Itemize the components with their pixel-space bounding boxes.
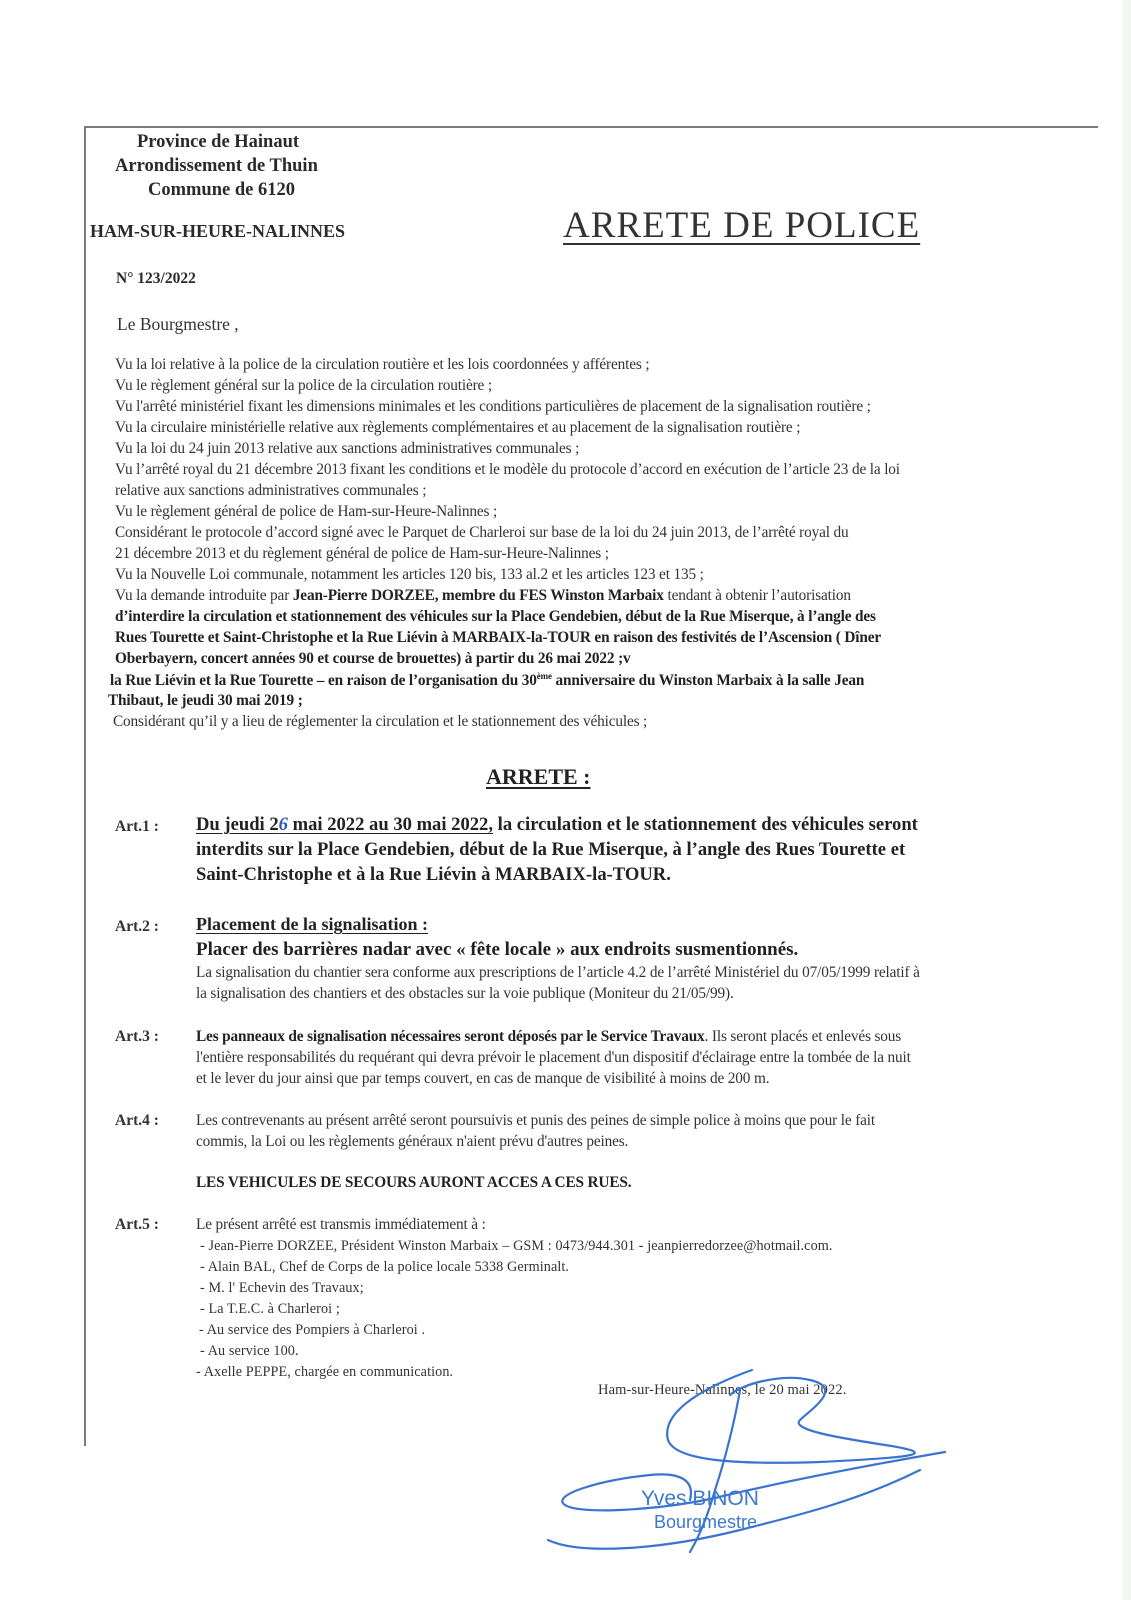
request-intro-end: tendant à obtenir l’autorisation [663, 587, 851, 604]
signature-loop-stroke [667, 1370, 915, 1463]
document-title: ARRETE DE POLICE [563, 205, 921, 246]
article-2-heading: Placement de la signalisation : [196, 914, 428, 934]
request-intro: Vu la demande introduite par [115, 587, 293, 604]
scan-edge-strip [1123, 0, 1131, 1600]
salutation: Le Bourgmestre , [117, 314, 239, 334]
article-4-line: commis, la Loi ou les règlements généraux n'aient prévu d'autres peines. [196, 1133, 629, 1150]
preamble-line: 21 décembre 2013 et du règlement général de police de Ham-sur-Heure-Nalinnes ; [115, 545, 609, 562]
article-label: Art.3 : [115, 1028, 159, 1045]
article-3-line [196, 1028, 901, 1046]
preamble-line: Vu la loi relative à la police de la circulation routière et les lois coordonnées y afférentes ; [115, 356, 650, 373]
date-start-text: Du jeudi 2 [196, 814, 279, 835]
article-label: Art.5 : [115, 1216, 159, 1233]
article-1-line [196, 814, 918, 836]
request-line [115, 587, 851, 605]
preamble-line: Vu l’arrêté royal du 21 décembre 2013 fixant les conditions et le modèle du protocole d’accord en exécution de l’article 23 de la loi [115, 461, 900, 478]
request-bold-line: Rues Tourette et Saint-Christophe et la Rue Liévin à MARBAIX-la-TOUR en raison des festivités de l’Ascension ( Dîner [115, 629, 881, 646]
preamble-line: Vu la Nouvelle Loi communale, notamment les articles 120 bis, 133 al.2 et les articles 123 et 135 ; [115, 566, 704, 583]
date-end-text: mai 2022 au 30 mai 2022, [287, 814, 494, 835]
decree-number: N° 123/2022 [116, 270, 196, 287]
decree-heading: ARRETE : [486, 764, 591, 789]
emergency-access-notice: LES VEHICULES DE SECOURS AURONT ACCES A CES RUES. [196, 1174, 632, 1191]
preamble-line: Vu la circulaire ministérielle relative aux règlements complémentaires et au placement de la signalisation routière ; [115, 419, 801, 436]
request-date-line: Thibaut, le jeudi 30 mai 2019 ; [108, 692, 303, 709]
signatory-role: Bourgmestre [654, 1512, 758, 1532]
preamble-line: Vu le règlement général sur la police de la circulation routière ; [115, 377, 492, 394]
article-2-subheading: Placer des barrières nadar avec « fête locale » aux endroits susmentionnés. [196, 939, 799, 960]
request-bold-line: Oberbayern, concert années 90 et course de brouettes) à partir du 26 mai 2022 ;v [115, 650, 631, 667]
anniversary-text-start: la Rue Liévin et la Rue Tourette – en raison de l’organisation du 30 [110, 672, 537, 690]
article-label: Art.4 : [115, 1112, 159, 1129]
article-2-line: La signalisation du chantier sera conforme aux prescriptions de l’article 4.2 de l’arrêté Ministériel du 07/05/1999 relatif à [196, 964, 920, 981]
municipality-name: HAM-SUR-HEURE-NALINNES [90, 221, 346, 241]
article-2-line: la signalisation des chantiers et des obstacles sur la voie publique (Moniteur du 21/05/99). [196, 985, 734, 1002]
preamble-line: Vu la loi du 24 juin 2013 relative aux sanctions administratives communales ; [115, 440, 580, 457]
article-1-text: la circulation et le stationnement des véhicules seront [493, 814, 918, 835]
requester-name: Jean-Pierre DORZEE, membre du FES Winston Marbaix [292, 587, 664, 604]
recipient-item: - Axelle PEPPE, chargée en communication. [196, 1364, 454, 1380]
anniversary-superscript: ème [536, 671, 552, 681]
article-1-line: Saint-Christophe et à la Rue Liévin à MARBAIX-la-TOUR. [196, 864, 671, 885]
place-and-date: Ham-sur-Heure-Nalinnes, le 20 mai 2022. [598, 1382, 847, 1398]
article-3-text: . Ils seront placés et enlevés sous [704, 1028, 902, 1045]
article-3-line: l'entière responsabilités du requérant qui devra prévoir le placement d'un dispositif d'éclairage entre la tombée de la nuit [196, 1049, 911, 1066]
frame-left-rule [84, 126, 86, 1446]
considering-line: Considérant qu’il y a lieu de réglementer la circulation et le stationnement des véhicules ; [113, 713, 648, 730]
recipient-item: - Alain BAL, Chef de Corps de la police locale 5338 Germinalt. [200, 1259, 570, 1275]
preamble-line: Considérant le protocole d’accord signé avec le Parquet de Charleroi sur base de la loi du 24 juin 2013, de l’arrêté royal du [115, 524, 849, 541]
article-3-bold-text: Les panneaux de signalisation nécessaires seront déposés par le Service Travaux [196, 1028, 705, 1045]
recipient-item: - La T.E.C. à Charleroi ; [200, 1301, 340, 1317]
recipient-item: - Au service des Pompiers à Charleroi . [199, 1322, 426, 1338]
recipient-item: - Au service 100. [200, 1343, 299, 1359]
request-bold-line: d’interdire la circulation et stationnement des véhicules sur la Place Gendebien, début de la Rue Miserque, à l’angle des [115, 608, 876, 625]
province-line: Province de Hainaut [137, 132, 300, 152]
article-3-line: et le lever du jour ainsi que par temps couvert, en cas de manque de visibilité à moins de 200 m. [196, 1070, 770, 1087]
request-anniversary-line [110, 671, 864, 690]
article-1-line: interdits sur la Place Gendebien, début de la Rue Miserque, à l’angle des Rues Tourette et [196, 839, 906, 860]
article-label: Art.2 : [115, 918, 159, 935]
recipient-item: - Jean-Pierre DORZEE, Président Winston Marbaix – GSM : 0473/944.301 - jeanpierredorzee@hotmail.com. [200, 1238, 833, 1254]
signatory-name: Yves BINON [641, 1487, 759, 1510]
preamble-line: Vu le règlement général de police de Ham-sur-Heure-Nalinnes ; [115, 503, 498, 520]
frame-top-rule [85, 126, 1098, 128]
preamble-line: relative aux sanctions administratives communales ; [115, 482, 427, 499]
preamble-line: Vu l'arrêté ministériel fixant les dimensions minimales et les conditions particulières de placement de la signalisation routière ; [115, 398, 871, 415]
article-label: Art.1 : [115, 818, 159, 835]
article-1-date-range [196, 814, 493, 835]
article-4-line: Les contrevenants au présent arrêté seront poursuivis et punis des peines de simple police à moins que pour le fait [196, 1112, 875, 1129]
anniversary-text-end: anniversaire du Winston Marbaix à la salle Jean [551, 672, 865, 690]
handwritten-correction: 6 [278, 814, 288, 835]
commune-line: Commune de 6120 [148, 180, 295, 200]
article-5-intro: Le présent arrêté est transmis immédiatement à : [196, 1216, 486, 1233]
arrondissement-line: Arrondissement de Thuin [115, 156, 318, 176]
recipient-item: - M. l' Echevin des Travaux; [200, 1280, 364, 1296]
